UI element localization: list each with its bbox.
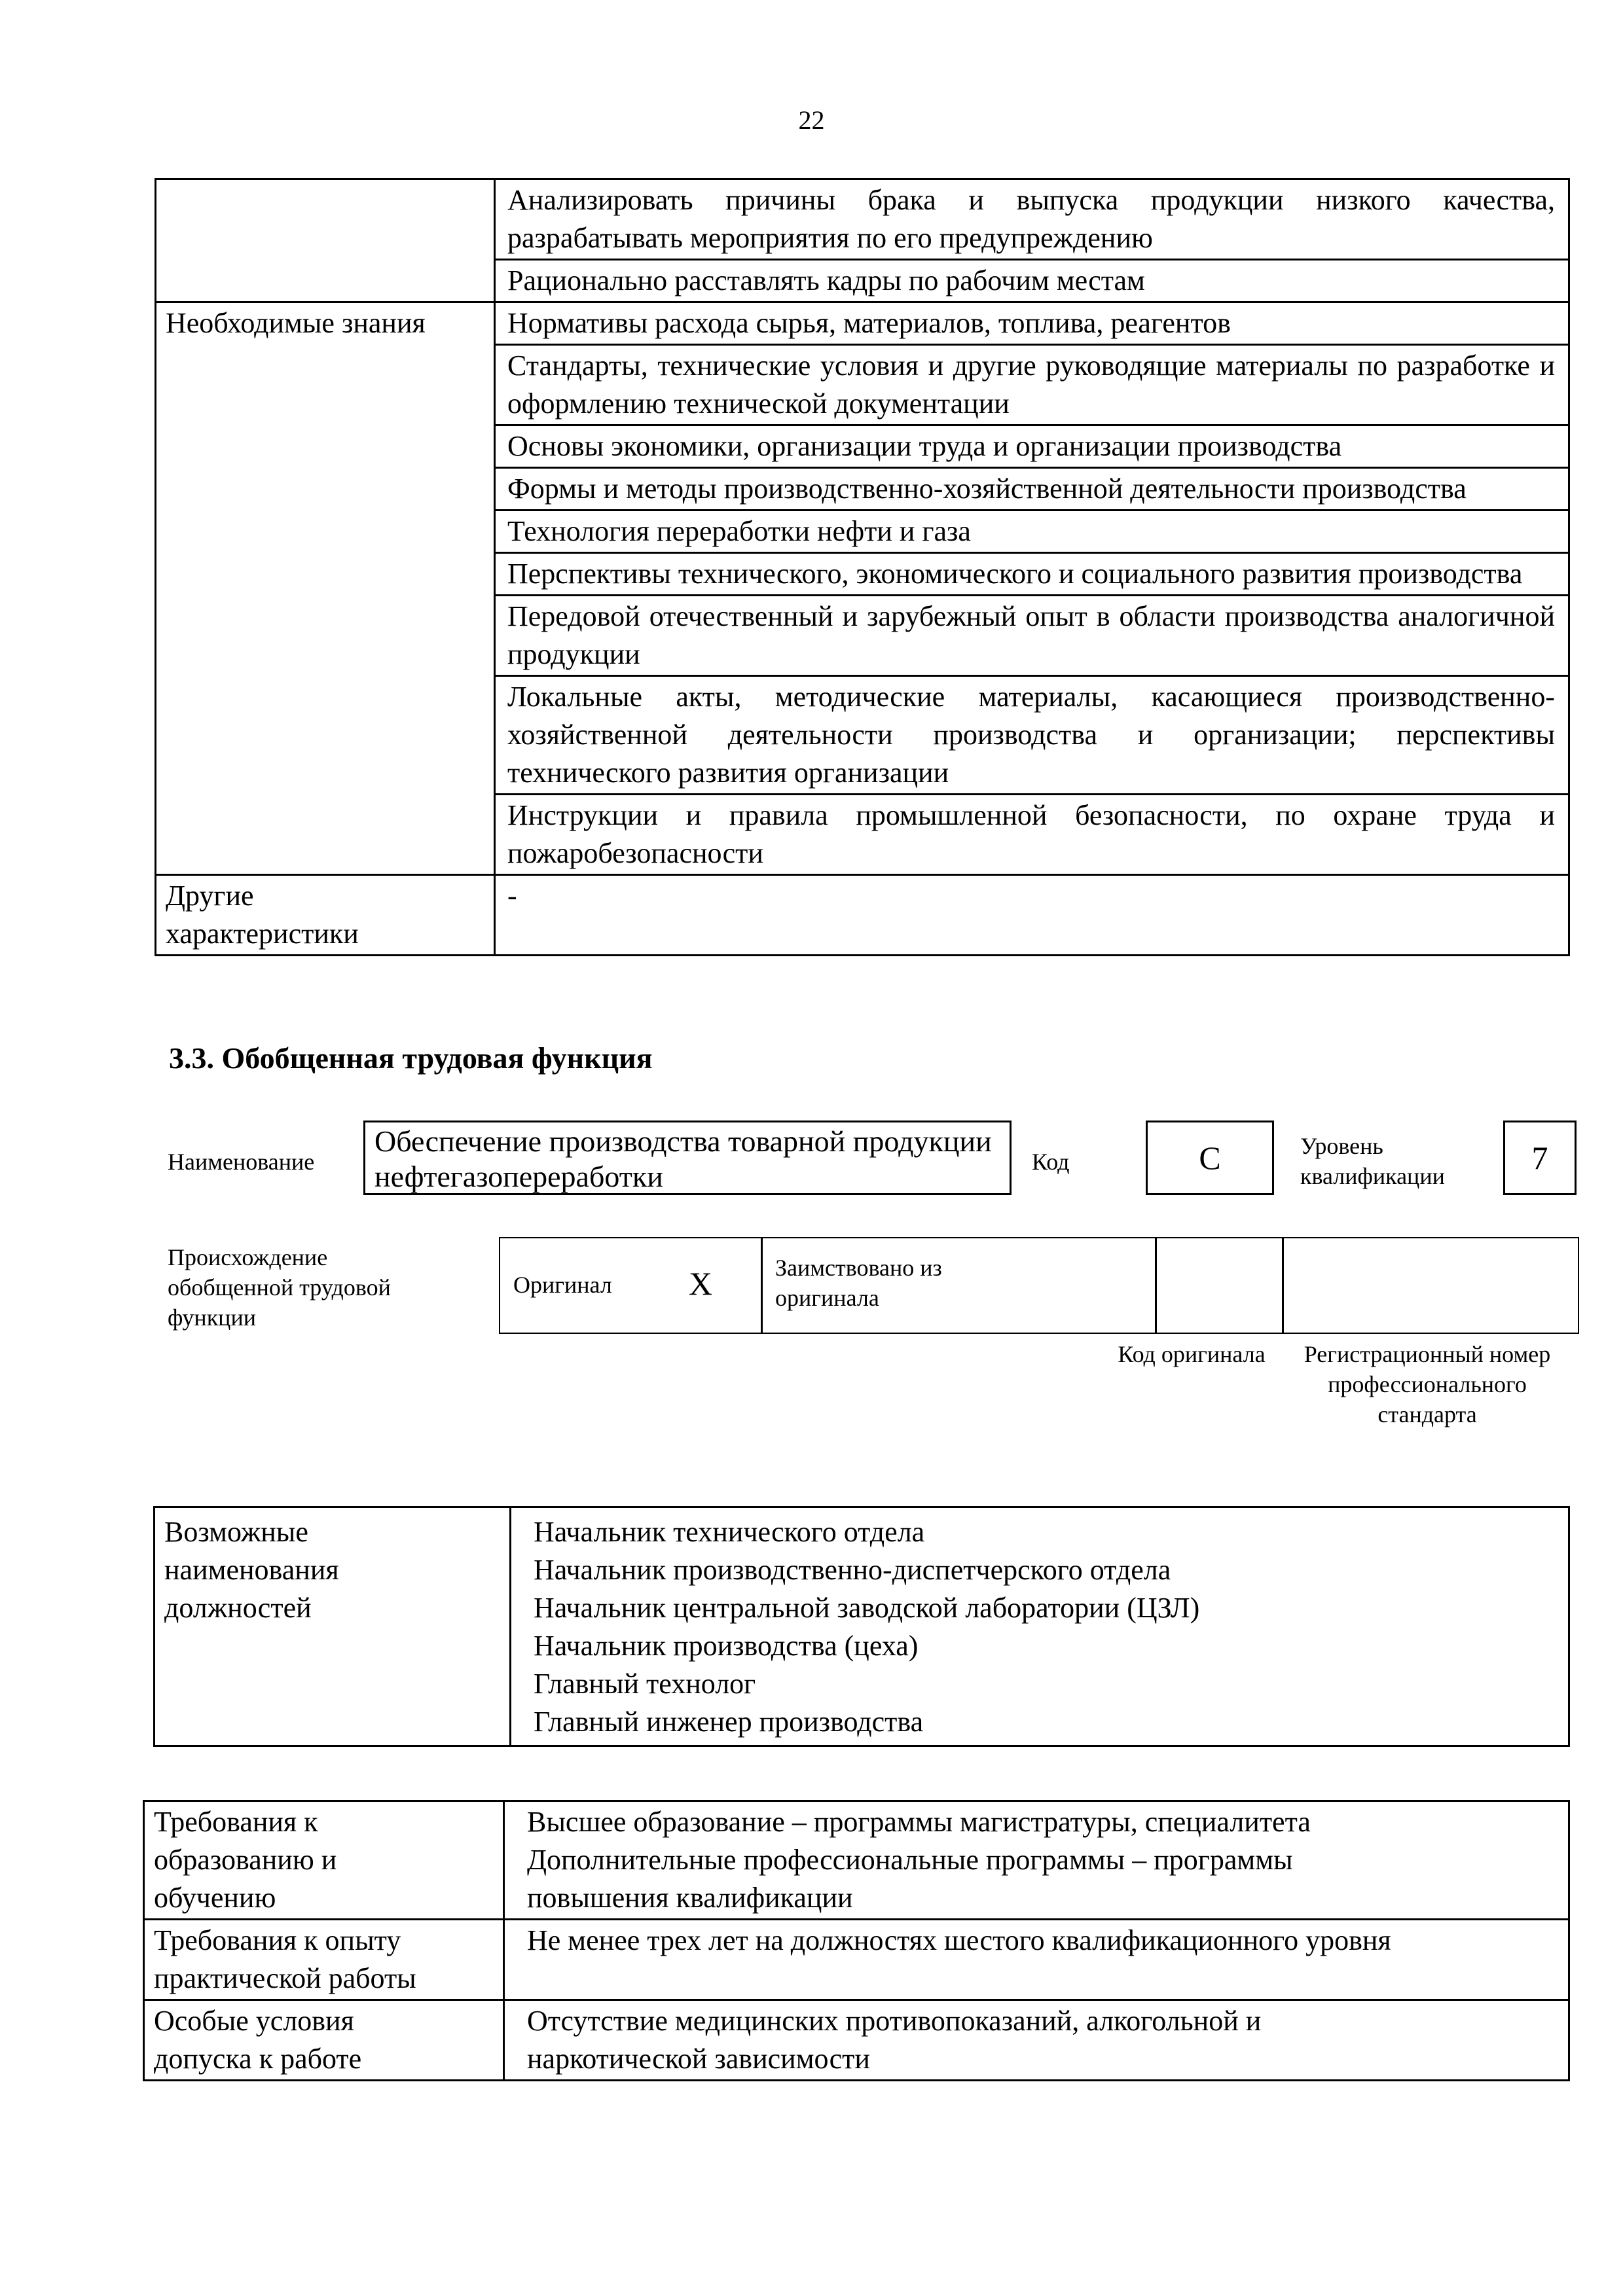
origin-box: [499, 1237, 1579, 1334]
table-row: [156, 302, 1569, 345]
level-value: 7: [1531, 1139, 1548, 1176]
education-values: [504, 1801, 1569, 1920]
table-row: [144, 1920, 1569, 2000]
experience-values: [504, 1920, 1569, 2000]
list-item: Начальник производства (цеха): [534, 1630, 919, 1662]
code-original-caption: Код оригинала: [1118, 1341, 1266, 1367]
list-item: Высшее образование – программы магистратуры, специалитета: [527, 1806, 1311, 1838]
knowledge-cell: Стандарты, технические условия и другие руководящие материалы по разработке и оформлению технической документации: [495, 345, 1569, 425]
original-mark: X: [689, 1265, 713, 1302]
knowledge-cell: Передовой отечественный и зарубежный опыт в области производства аналогичной продукции: [495, 596, 1569, 676]
empty-label-cell: [156, 345, 495, 425]
admission-label: Особые условия допуска к работе: [144, 2000, 504, 2081]
table-row: [156, 875, 1569, 956]
function-name-value: Обеспечение производства товарной продукции нефтегазопереработки: [374, 1124, 992, 1193]
knowledge-cell: Нормативы расхода сырья, материалов, топлива, реагентов: [495, 302, 1569, 345]
empty-label-cell: [156, 676, 495, 795]
table-row: [156, 179, 1569, 260]
empty-label-cell: [156, 596, 495, 676]
knowledge-cell: Локальные акты, методические материалы, касающиеся производственно-хозяйственной деятельности производства и организации; перспективы технического развития организации: [495, 676, 1569, 795]
function-name-box: [363, 1121, 1012, 1195]
code-box: [1146, 1121, 1274, 1195]
list-item: Отсутствие медицинских противопоказаний, алкогольной и наркотической зависимости: [527, 2005, 1262, 2075]
table-row: [144, 1801, 1569, 1920]
list-item: Дополнительные профессиональные программы – программы повышения квалификации: [527, 1844, 1293, 1914]
table-row: [156, 260, 1569, 302]
knowledge-cell: Основы экономики, организации труда и организации производства: [495, 425, 1569, 468]
list-item: Начальник центральной заводской лаборатории (ЦЗЛ): [534, 1592, 1200, 1624]
knowledge-table: [155, 178, 1570, 956]
knowledge-cell: Технология переработки нефти и газа: [495, 511, 1569, 553]
code-value: С: [1199, 1139, 1221, 1176]
positions-table: [153, 1506, 1570, 1747]
table-row: [156, 553, 1569, 596]
other-characteristics-label: Другие характеристики: [156, 875, 495, 956]
table-row: [156, 468, 1569, 511]
knowledge-cell: Перспективы технического, экономического и социального развития производства: [495, 553, 1569, 596]
list-item: Главный инженер производства: [534, 1706, 924, 1738]
positions-list: [511, 1507, 1569, 1746]
empty-label-cell: [156, 553, 495, 596]
level-box: [1503, 1121, 1577, 1195]
level-label: Уровень квалификации: [1300, 1133, 1445, 1189]
list-item: Начальник производственно-диспетчерского отдела: [534, 1554, 1171, 1586]
list-item: Не менее трех лет на должностях шестого квалификационного уровня: [527, 1924, 1391, 1956]
skill-cell: Анализировать причины брака и выпуска продукции низкого качества, разрабатывать мероприятия по его предупреждению: [495, 179, 1569, 260]
reg-number-caption: Регистрационный номер профессионального стандарта: [1304, 1341, 1551, 1427]
table-row: [156, 345, 1569, 425]
other-characteristics-value: -: [495, 875, 1569, 956]
original-label: Оригинал: [513, 1272, 612, 1298]
section-heading: 3.3. Обобщенная трудовая функция: [169, 1041, 653, 1075]
list-item: Главный технолог: [534, 1668, 756, 1700]
empty-label-cell: [156, 795, 495, 875]
requirements-table: [143, 1800, 1570, 2081]
table-row: [144, 2000, 1569, 2081]
experience-label: Требования к опыту практической работы: [144, 1920, 504, 2000]
divider: [761, 1238, 763, 1333]
positions-label: Возможные наименования должностей: [155, 1507, 511, 1746]
divider: [1282, 1238, 1284, 1333]
table-row: [156, 596, 1569, 676]
skill-cell: Рационально расставлять кадры по рабочим местам: [495, 260, 1569, 302]
table-row: [155, 1507, 1569, 1746]
list-item: Начальник технического отдела: [534, 1516, 925, 1548]
empty-label-cell: [156, 260, 495, 302]
origin-label: Происхождение обобщенной трудовой функции: [168, 1244, 391, 1331]
table-row: [156, 676, 1569, 795]
name-label: Наименование: [168, 1149, 315, 1175]
knowledge-cell: Формы и методы производственно-хозяйственной деятельности производства: [495, 468, 1569, 511]
borrowed-label: Заимствовано из оригинала: [775, 1255, 942, 1311]
table-row: [156, 425, 1569, 468]
empty-label-cell: [156, 425, 495, 468]
divider: [1155, 1238, 1157, 1333]
table-row: [156, 795, 1569, 875]
code-label: Код: [1032, 1149, 1070, 1175]
empty-label-cell: [156, 468, 495, 511]
table-row: [156, 511, 1569, 553]
admission-values: [504, 2000, 1569, 2081]
education-label: Требования к образованию и обучению: [144, 1801, 504, 1920]
knowledge-cell: Инструкции и правила промышленной безопасности, по охране труда и пожаробезопасности: [495, 795, 1569, 875]
empty-label-cell: [156, 179, 495, 260]
page-number: 22: [798, 105, 825, 135]
empty-label-cell: [156, 511, 495, 553]
knowledge-label: Необходимые знания: [156, 302, 495, 345]
